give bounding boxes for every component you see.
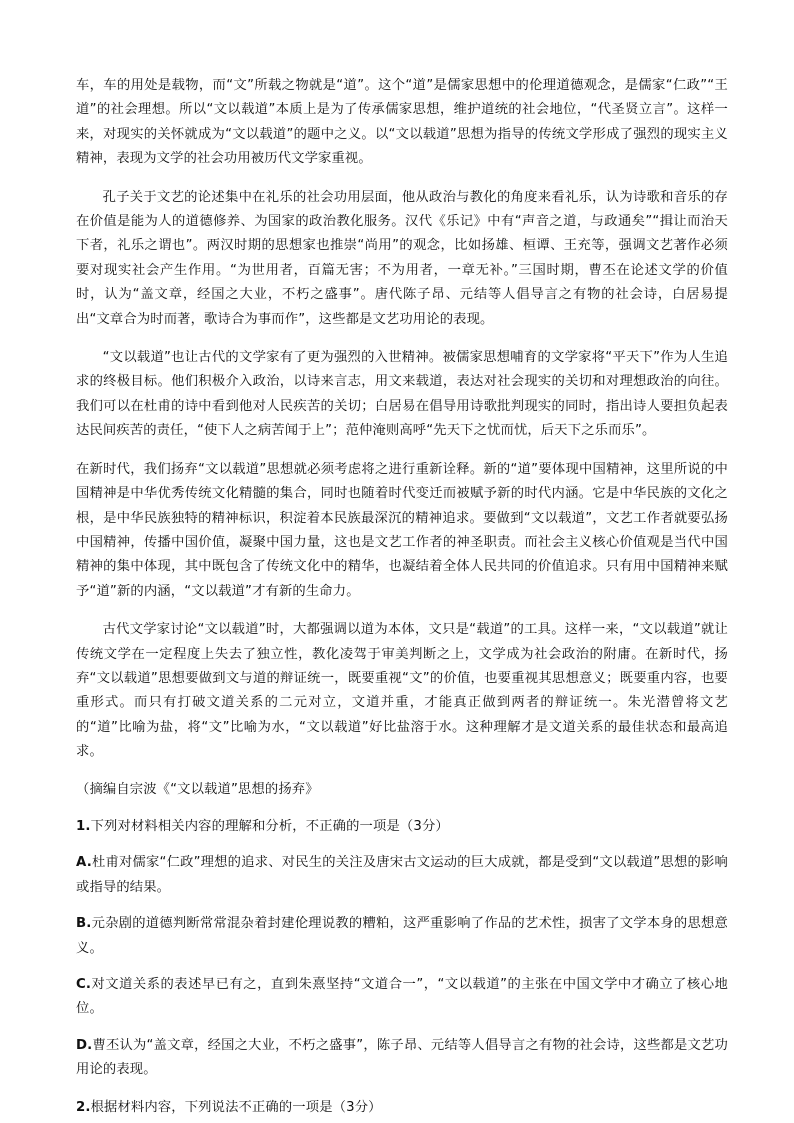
option-b-text: 元杂剧的道德判断常常混杂着封建伦理说教的糟粕，这严重影响了作品的艺术性，损害了文学本身的思想意义。 [76,916,728,956]
paragraph-3: “文以载道”也让古代的文学家有了更为强烈的入世精神。被儒家思想哺育的文学家将“平天下”作为人生追求的终极目标。他们积极介入政治，以诗来言志，用文来载道，表达对社会现实的关切和对理想政治的向往。我们可以在杜甫的诗中看到他对人民疾苦的关切；白居易在倡导用诗歌批判现实的同时，指出诗人要担负起表达民间疾苦的责任，“使下人之病苦闻于上”；范仲淹则高呼“先天下之忧而忧，后天下之乐而乐”。 [76,350,728,439]
source-citation: （摘编自宗波《“文以载道”思想的扬弃》 [76,781,319,797]
question-2 [76,1096,728,1120]
option-a-letter: A. [76,855,92,871]
option-d-letter: D. [76,1037,93,1053]
question-1 [76,815,728,839]
document-page [76,74,728,1120]
option-c-letter: C. [76,977,92,992]
option-a-text: 杜甫对儒家“仁政”理想的追求、对民生的关注及唐宋古文运动的巨大成就，都是受到“文以载道”思想的影响或指导的结果。 [76,855,728,895]
question-1-text: 下列对材料相关内容的理解和分析，不正确的一项是（3分） [90,818,449,834]
option-c [76,973,728,1022]
paragraph-1: 车，车的用处是载物，而“文”所载之物就是“道”。这个“道”是儒家思想中的伦理道德观念，是儒家“仁政”“王道”的社会理想。所以“文以载道”本质上是为了传承儒家思想，维护道统的社会地位，“代圣贤立言”。这样一来，对现实的关怀就成为“文以载道”的题中之义。以“文以载道”思想为指导的传统文学形成了强烈的现实主义精神，表现为文学的社会功用被历代文学家重视。 [76,78,728,167]
option-b-letter: B. [76,916,92,932]
option-a [76,851,728,900]
question-2-text: 根据材料内容，下列说法不正确的一项是（3分） [90,1099,382,1115]
paragraph-5: 古代文学家讨论“文以载道”时，大都强调以道为本体，文只是“载道”的工具。这样一来，“文以载道”就让传统文学在一定程度上失去了独立性，教化凌驾于审美判断之上，文学成为社会政治的附庸。在新时代，扬弃“文以载道”思想要做到文与道的辩证统一，既要重视“文”的价值，也要重视其思想意义；既要重内容，也要重形式。而只有打破文道关系的二元对立，文道并重，才能真正做到两者的辩证统一。朱光潜曾将文艺的“道”比喻为盐，将“文”比喻为水，“文以载道”好比盐溶于水。这种理解才是文道关系的最佳状态和最高追求。 [76,622,728,760]
option-b [76,912,728,961]
question-1-number: 1. [76,818,91,834]
option-d [76,1034,728,1083]
option-d-text: 曹丕认为“盖文章，经国之大业，不朽之盛事”，陈子昂、元结等人倡导言之有物的社会诗，这些都是文艺功用论的表现。 [76,1037,728,1078]
paragraph-2: 孔子关于文艺的论述集中在礼乐的社会功用层面，他从政治与教化的角度来看礼乐，认为诗歌和音乐的存在价值是能为人的道德修养、为国家的政治教化服务。汉代《乐记》中有“声音之道，与政通矣”“揖让而治天下者，礼乐之谓也”。两汉时期的思想家也推崇“尚用”的观念，比如扬雄、桓谭、王充等，强调文艺著作必须要对现实社会产生作用。“为世用者，百篇无害；不为用者，一章无补。”三国时期，曹丕在论述文学的价值时，认为“盖文章，经国之大业，不朽之盛事”。唐代陈子昂、元结等人倡导言之有物的社会诗，白居易提出“文章合为时而著，歌诗合为事而作”，这些都是文艺功用论的表现。 [76,189,728,327]
paragraph-4: 在新时代，我们扬弃“文以载道”思想就必须考虑将之进行重新诠释。新的“道”要体现中国精神，这里所说的中国精神是中华优秀传统文化精髓的集合，同时也随着时代变迁而被赋予新的时代内涵。它是中华民族的文化之根，是中华民族独特的精神标识，积淀着本民族最深沉的精神追求。要做到“文以载道”，文艺工作者就要弘扬中国精神，传播中国价值，凝聚中国力量，这也是文艺工作者的神圣职责。而社会主义核心价值观是当代中国精神的集中体现，其中既包含了传统文化中的精华，也凝结着全体人民共同的价值追求。只有用中国精神来赋予“道”新的内涵，“文以载道”才有新的生命力。 [76,461,728,599]
option-c-text: 对文道关系的表述早已有之，直到朱熹坚持“文道合一”，“文以载道”的主张在中国文学中才确立了核心地位。 [76,977,728,1017]
question-2-number: 2. [76,1099,91,1115]
